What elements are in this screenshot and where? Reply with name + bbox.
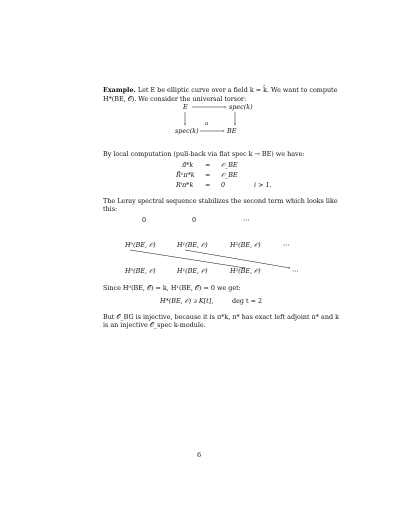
leray-line-1: The Leray spectral sequence stabilizes the second term which looks like bbox=[103, 197, 338, 205]
diagram-top-right: spec(k) bbox=[229, 103, 253, 111]
pullback-row-3-eq: = bbox=[205, 181, 211, 189]
spectral-bot-3: ⋯ bbox=[292, 267, 299, 275]
example-text-1: Let E be elliptic curve over a field k = k̄. We want to compute bbox=[137, 86, 338, 94]
spectral-mid-1: H¹(BE, 𝒪) bbox=[177, 241, 208, 249]
pullback-intro: By local computation (pull-back via flat spec k → BE) we have: bbox=[103, 150, 305, 158]
spectral-mid-0: H⁰(BE, 𝒪) bbox=[125, 241, 156, 249]
pullback-row-2-rhs: 𝒪_BE bbox=[221, 171, 238, 179]
example-label: Example. bbox=[103, 86, 136, 94]
spectral-bot-0: H⁰(BE, 𝒪) bbox=[125, 267, 156, 275]
pullback-row-3-rhs: 0 bbox=[221, 181, 226, 189]
pullback-row-2-lhs: R̃¹π*k bbox=[176, 171, 195, 179]
pullback-row-1-rhs: 𝒪_BE bbox=[221, 161, 238, 169]
diagram-top-left: E bbox=[183, 103, 188, 111]
spectral-top-1: 0 bbox=[192, 216, 197, 224]
page-number: 6 bbox=[197, 451, 202, 459]
spectral-bot-2: H²(BE, 𝒪) bbox=[230, 267, 261, 275]
since-degree: deg t = 2 bbox=[232, 297, 263, 305]
spectral-mid-3: ⋯ bbox=[283, 241, 290, 249]
example-line-2: H*(BE, 𝒪). We consider the universal torsor: bbox=[103, 95, 247, 103]
spectral-mid-2: H²(BE, 𝒪) bbox=[230, 241, 261, 249]
spectral-top-2: ⋯ bbox=[243, 216, 250, 224]
spectral-arrow-2 bbox=[185, 250, 290, 268]
closing-line-2: is an injective 𝒪_spec k-module. bbox=[103, 321, 206, 329]
pullback-row-3-lhs: Rⁱπ*k bbox=[176, 181, 194, 189]
pullback-row-1-eq: = bbox=[205, 161, 211, 169]
diagram-pi-label: π bbox=[205, 121, 209, 127]
closing-line-1: But 𝒪_BG is injective, because it is π*k, π* has exact left adjoint π* and k bbox=[103, 313, 339, 321]
diagram-bottom-right: BE bbox=[227, 127, 237, 135]
pullback-row-3-cond: i > 1. bbox=[254, 181, 272, 189]
spectral-arrow-1 bbox=[130, 250, 245, 268]
spectral-bot-1: H¹(BE, 𝒪) bbox=[177, 267, 208, 275]
since-line: Since H⁰(BE, 𝒪) = k, H¹(BE, 𝒪) = 0 we get: bbox=[103, 284, 241, 292]
pullback-row-1-lhs: π̃*k bbox=[182, 161, 194, 169]
diagram-bottom-left: spec(k) bbox=[175, 127, 199, 135]
since-formula: H*(BE, 𝒪) ≅ K[t], bbox=[160, 297, 214, 305]
leray-line-2: this: bbox=[103, 205, 118, 213]
pullback-row-2-eq: = bbox=[205, 171, 211, 179]
spectral-top-0: 0 bbox=[142, 216, 147, 224]
